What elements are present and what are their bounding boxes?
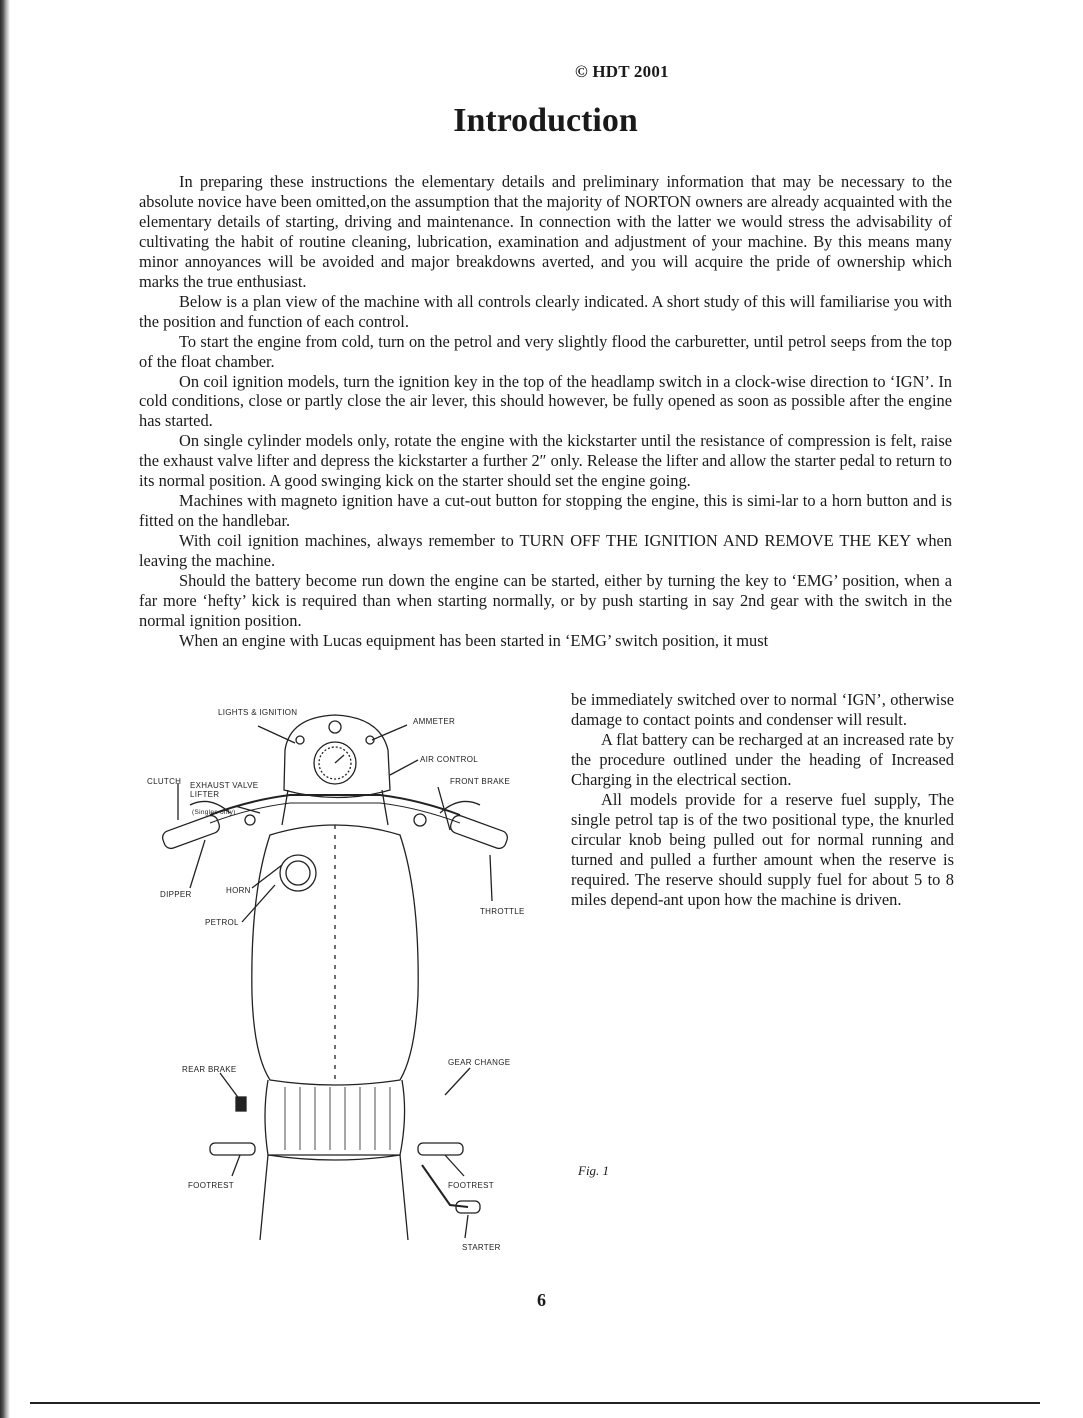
label-front-brake: FRONT BRAKE [450,777,511,786]
paragraph: In preparing these instructions the elementary details and preliminary information that may be necessary to the absolute novice have been omitted,on the assumption that the majority of NORTON owners are already acquainted with the elementary details of starting, driving and maintenance. In connection with the latter we would stress the advisability of cultivating the habit of routine cleaning, lubrication, examination and adjustment of your machine. By this means many minor annoyances will be avoided and major breakdowns averted, and you will acquire the pride of ownership which marks the true enthusiast. [139,172,952,291]
label-footrest-left: FOOTREST [188,1181,234,1190]
label-horn: HORN [226,886,251,895]
label-petrol: PETROL [205,918,239,927]
label-exhaust-valve-lifter: EXHAUST VALVE LIFTER [190,781,259,799]
side-paragraph: be immediately switched over to normal ‘IGN’, otherwise damage to contact points and condenser will result. [571,690,954,729]
page-title-text: Introduction [453,102,638,139]
label-ammeter: AMMETER [413,717,456,726]
side-column-text [571,690,954,909]
body-text [139,172,952,651]
label-throttle: THROTTLE [480,907,525,916]
label-footrest-right: FOOTREST [448,1181,494,1190]
figure-caption: Fig. 1 [578,1163,610,1178]
label-rear-brake: REAR BRAKE [182,1065,237,1074]
side-paragraph: A flat battery can be recharged at an increased rate by the procedure outlined under the heading of Increased Charging in the electrical section. [571,729,954,789]
copyright-notice: © HDT 2001 [575,62,669,81]
page-title [0,102,1083,140]
scan-binding-edge [0,0,10,1418]
label-dipper: DIPPER [160,890,192,899]
motorcycle-plan-view-figure [147,695,550,1265]
label-air-control: AIR CONTROL [420,755,478,764]
label-starter: STARTER [462,1243,501,1252]
label-singles-only: (Singles only) [192,809,236,816]
bottom-rule [30,1402,1040,1404]
paragraph: Below is a plan view of the machine with all controls clearly indicated. A short study of this will familiarise you with the position and function of each control. [139,291,952,331]
page-number: 6 [537,1290,546,1310]
label-gear-change: GEAR CHANGE [448,1058,511,1067]
label-lights-ignition: LIGHTS & IGNITION [218,708,298,717]
paragraph: Machines with magneto ignition have a cut-out button for stopping the engine, this is simi-lar to a horn button and is fitted on the handlebar. [139,491,952,531]
paragraph: On single cylinder models only, rotate the engine with the kickstarter until the resistance of compression is felt, raise the exhaust valve lifter and depress the kickstarter a further 2″ only. Release the lifter and allow the starter pedal to return to its normal position. A good swinging kick on the starter should set the engine going. [139,431,952,491]
side-paragraph: All models provide for a reserve fuel supply, The single petrol tap is of the two positional type, the knurled circular knob being pulled out for normal running and turned and pulled a further amount when the reserve is required. The reserve should supply fuel for about 5 to 8 miles depend-ant upon how the machine is driven. [571,789,954,909]
label-clutch: CLUTCH [147,777,182,786]
paragraph: When an engine with Lucas equipment has been started in ‘EMG’ switch position, it must [179,630,769,650]
paragraph: Should the battery become run down the engine can be started, either by turning the key to ‘EMG’ position, when a far more ‘hefty’ kick is required than when starting normally, or by push starting in say 2nd gear with the switch in the normal ignition position. [139,571,952,630]
paragraph: To start the engine from cold, turn on the petrol and very slightly flood the carburetter, until petrol seeps from the top of the float chamber. [139,331,952,371]
paragraph: With coil ignition machines, always remember to TURN OFF THE IGNITION AND REMOVE THE KEY when leaving the machine. [139,531,952,571]
paragraph: On coil ignition models, turn the ignition key in the top of the headlamp switch in a clock-wise direction to ‘IGN’. In cold conditions, close or partly close the air lever, this should however, be fully opened as soon as possible after the engine has started. [139,371,952,431]
